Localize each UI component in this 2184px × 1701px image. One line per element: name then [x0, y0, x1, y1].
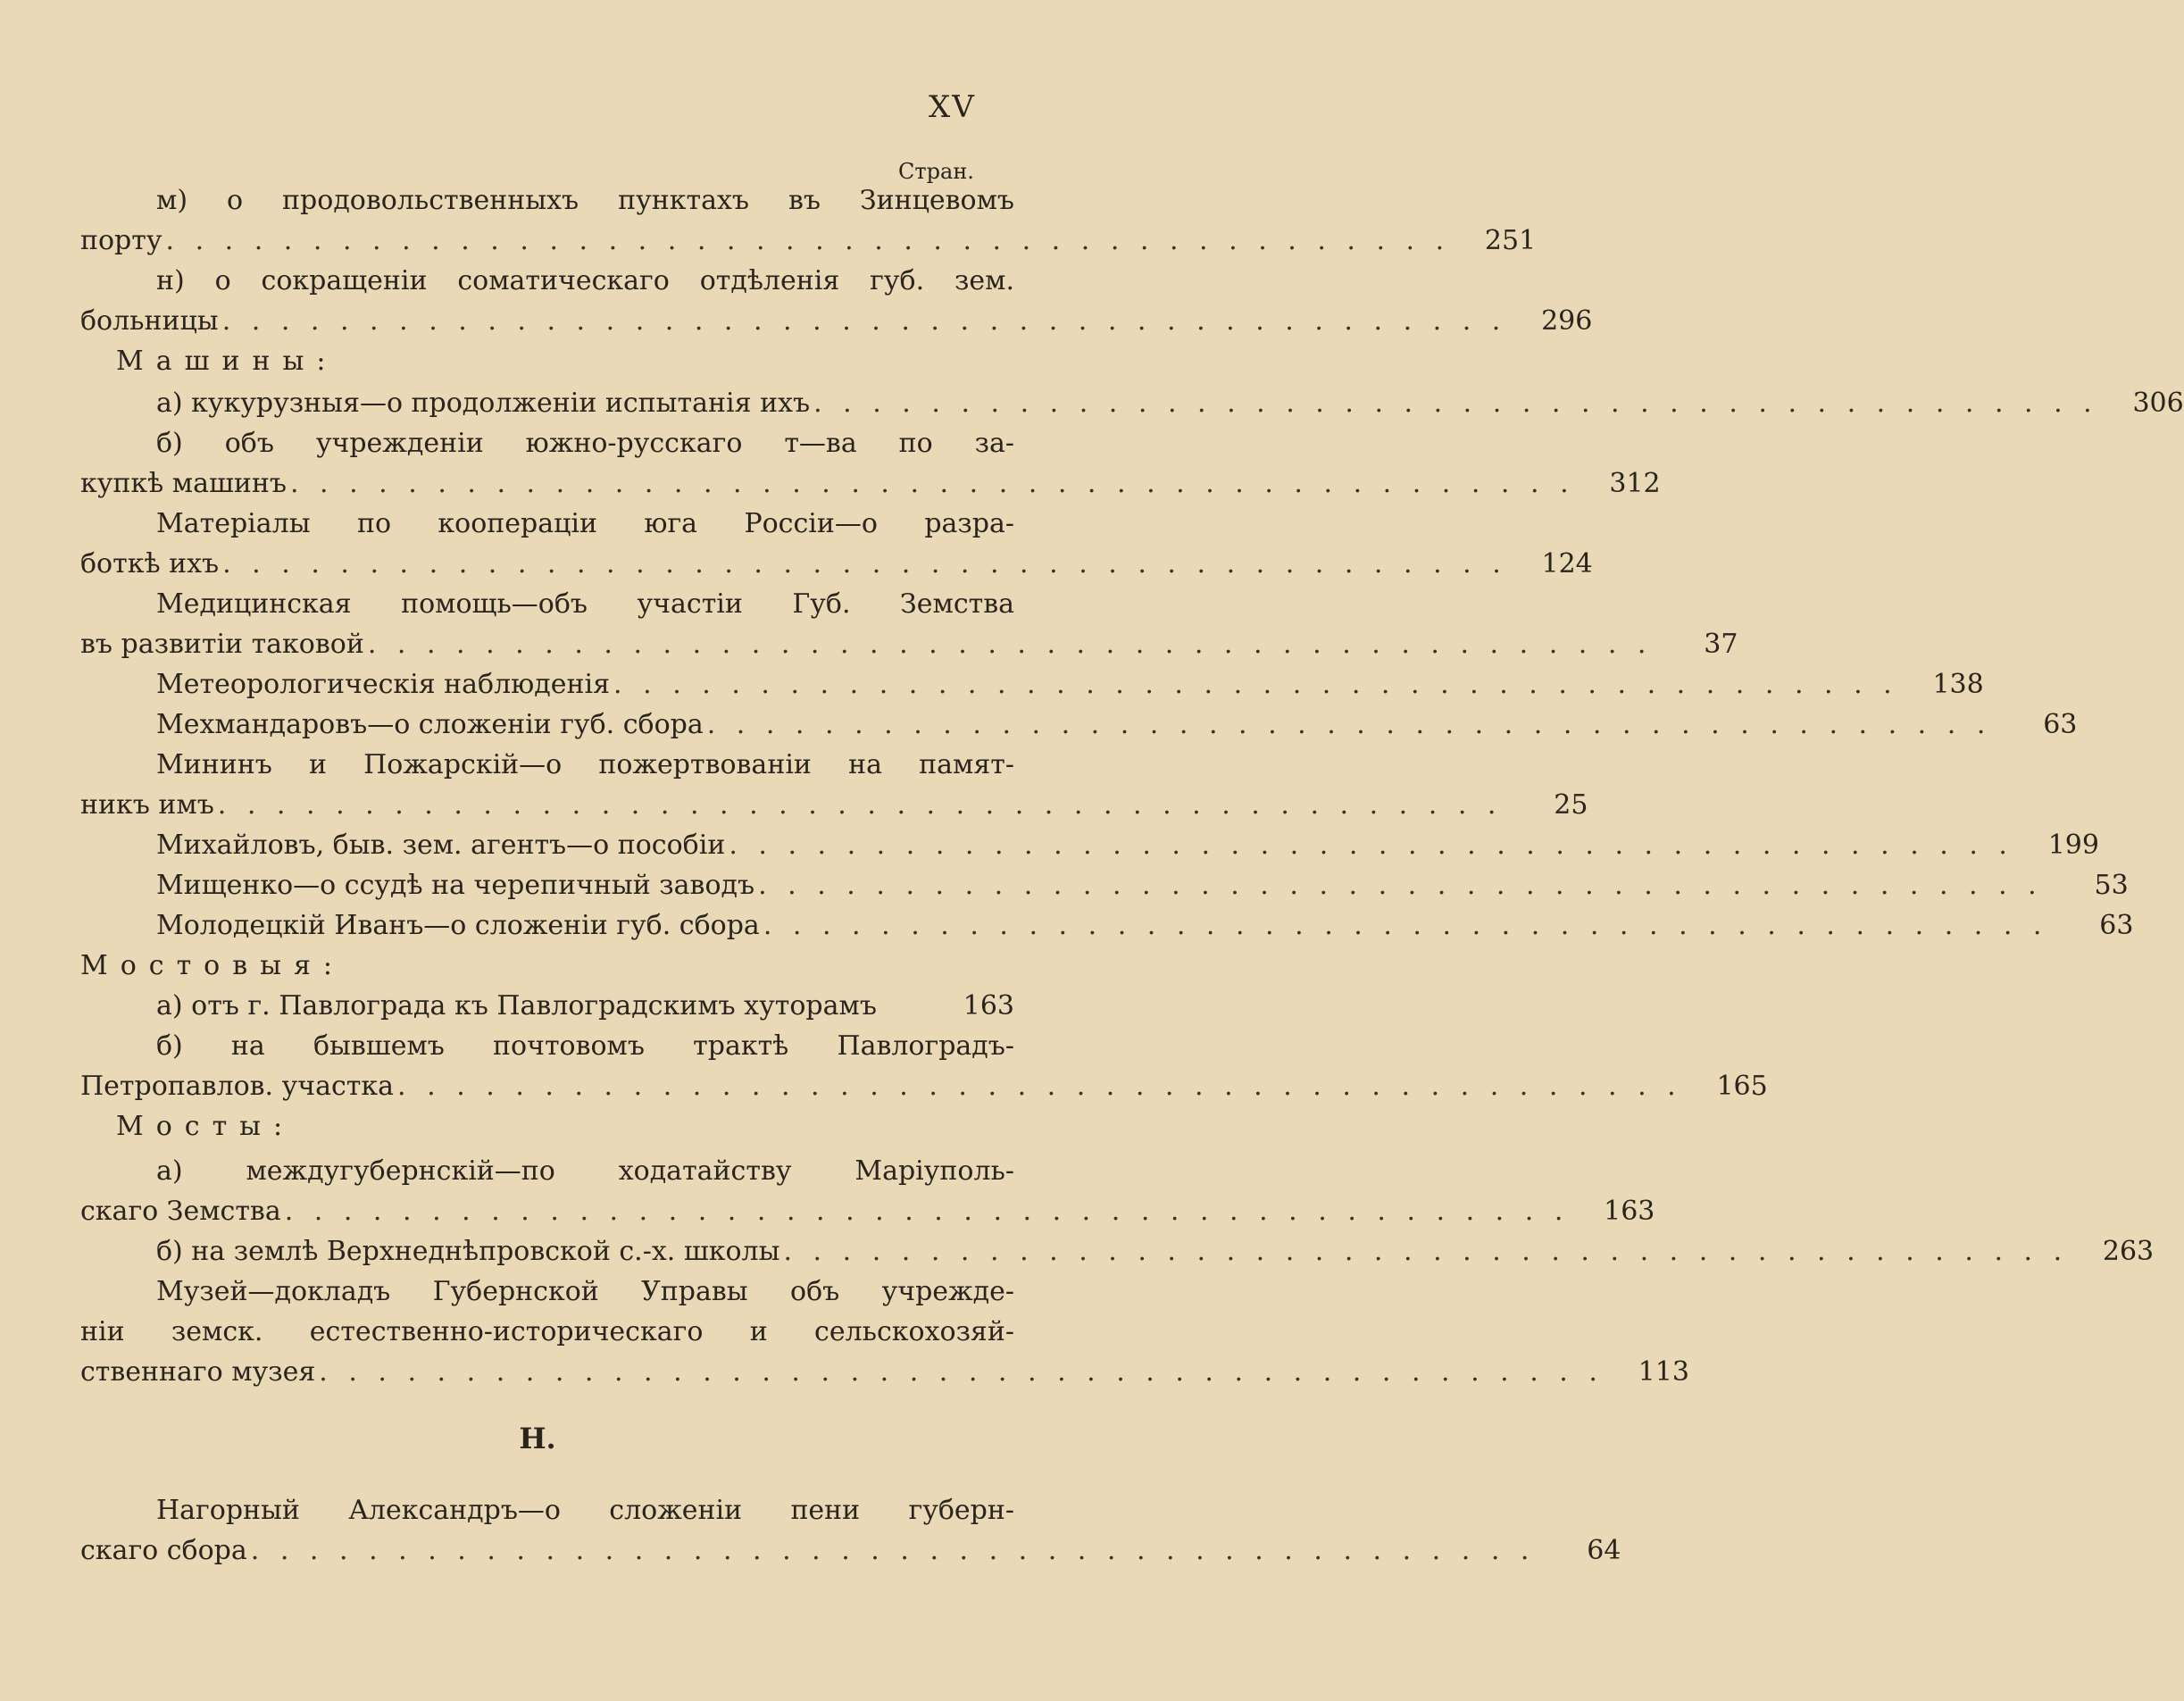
section-letter: Н. — [519, 1422, 556, 1455]
leader-dots: . . . . . . . . . . . . . . . . . . . . . . . . . . . . . . . . . . . . . . . . . . . . — [813, 388, 2098, 419]
index-line: б) на землѣ Верхнеднѣпровской с.-х. школы . . . . . . . . . . . . . . . . . . . . . . . . . . . . . . . . . . . . . . . . . . . . 263 — [156, 1234, 1014, 1270]
index-line: ніи земск. естественно-историческаго и сельскохозяй- — [80, 1316, 1014, 1347]
index-line: Мехмандаровъ—о сложеніи губ. сбора . . . . . . . . . . . . . . . . . . . . . . . . . . . . . . . . . . . . . . . . . . . . 63 — [156, 707, 1014, 743]
leader-dots: . . . . . . . . . . . . . . . . . . . . . . . . . . . . . . . . . . . . . . . . . . . . — [729, 830, 2013, 861]
index-line: купкѣ машинъ . . . . . . . . . . . . . . . . . . . . . . . . . . . . . . . . . . . . . . . . . . . . 312 — [80, 466, 1014, 502]
leader-dots: . . . . . . . . . . . . . . . . . . . . . . . . . . . . . . . . . . . . . . . . . . . . — [217, 789, 1503, 821]
leader-dots: . . . . . . . . . . . . . . . . . . . . . . . . . . . . . . . . . . . . . . . . . . . . — [367, 629, 1653, 660]
index-line: ственнаго музея . . . . . . . . . . . . . . . . . . . . . . . . . . . . . . . . . . . . . . . . . . . . 113 — [80, 1355, 1014, 1390]
index-line: а) междугубернскій—по ходатайству Маріуполь- — [156, 1155, 1014, 1187]
index-heading: Мостовыя: — [80, 950, 346, 981]
leader-dots: . . . . . . . . . . . . . . . . . . . . . . . . . . . . . . . . . . . . . . . . . . . . — [221, 305, 1507, 337]
index-line: Петропавлов. участка . . . . . . . . . . . . . . . . . . . . . . . . . . . . . . . . . . . . . . . . . . . . 165 — [80, 1069, 1014, 1105]
index-line: Михайловъ, быв. зем. агентъ—о пособіи . . . . . . . . . . . . . . . . . . . . . . . . . . . . . . . . . . . . . . . . . . . . 199 — [156, 828, 1014, 863]
leader-dots: . . . . . . . . . . . . . . . . . . . . . . . . . . . . . . . . . . . . . . . . . . . . — [289, 468, 1575, 499]
leader-dots: . . . . . . . . . . . . . . . . . . . . . . . . . . . . . . . . . . . . . . . . . . . . — [783, 1236, 2069, 1267]
index-line: Молодецкій Иванъ—о сложеніи губ. сбора . . . . . . . . . . . . . . . . . . . . . . . . . . . . . . . . . . . . . . . . . . . . 63 — [156, 908, 1014, 944]
leader-dots: . . . . . . . . . . . . . . . . . . . . . . . . . . . . . . . . . . . . . . . . . . . . — [319, 1356, 1604, 1388]
index-line: а) отъ г. Павлограда къ Павлоградскимъ хуторамъ 163 — [156, 990, 1014, 1021]
leader-dots: . . . . . . . . . . . . . . . . . . . . . . . . . . . . . . . . . . . . . . . . . . . . — [706, 709, 1992, 740]
index-line: въ развитіи таковой . . . . . . . . . . . . . . . . . . . . . . . . . . . . . . . . . . . . . . . . . . . . 37 — [80, 627, 1014, 663]
index-line: м) о продовольственныхъ пунктахъ въ Зинцевомъ — [156, 185, 1014, 216]
index-line: больницы . . . . . . . . . . . . . . . . . . . . . . . . . . . . . . . . . . . . . . . . . . . . 296 — [80, 304, 1014, 339]
index-line: б) на бывшемъ почтовомъ трактѣ Павлоградъ- — [156, 1030, 1014, 1062]
index-line: Мининъ и Пожарскій—о пожертвованіи на памят- — [156, 749, 1014, 780]
column-header: Стран. — [898, 159, 974, 184]
index-line: Музей—докладъ Губернской Управы объ учрежде- — [156, 1276, 1014, 1307]
leader-dots: . . . . . . . . . . . . . . . . . . . . . . . . . . . . . . . . . . . . . . . . . . . . — [250, 1535, 1536, 1566]
index-line: н) о сокращеніи соматическаго отдѣленія губ. зем. — [156, 265, 1014, 296]
page-number: XV — [929, 89, 976, 125]
index-line: боткѣ ихъ . . . . . . . . . . . . . . . . . . . . . . . . . . . . . . . . . . . . . . . . . . . . 124 — [80, 546, 1014, 582]
leader-dots: . . . . . . . . . . . . . . . . . . . . . . . . . . . . . . . . . . . . . . . . . . . . — [165, 225, 1451, 256]
index-line: Медицинская помощь—объ участіи Губ. Земства — [156, 588, 1014, 620]
index-line: а) кукурузныя—о продолженіи испытанія ихъ . . . . . . . . . . . . . . . . . . . . . . . . . . . . . . . . . . . . . . . . . . . . 306 — [156, 386, 1014, 421]
index-heading: Машины: — [116, 346, 338, 377]
index-heading: Мосты: — [116, 1111, 296, 1142]
leader-dots: . . . . . . . . . . . . . . . . . . . . . . . . . . . . . . . . . . . . . . . . . . . . — [613, 669, 1898, 700]
leader-dots: . . . . . . . . . . . . . . . . . . . . . . . . . . . . . . . . . . . . . . . . . . . . — [397, 1071, 1682, 1102]
index-line: никъ имъ . . . . . . . . . . . . . . . . . . . . . . . . . . . . . . . . . . . . . . . . . . . . 25 — [80, 788, 1014, 823]
leader-dots: . . . . . . . . . . . . . . . . . . . . . . . . . . . . . . . . . . . . . . . . . . . . — [284, 1196, 1570, 1227]
index-line: б) объ учрежденіи южно-русскаго т—ва по за- — [156, 428, 1014, 459]
leader-dots: . . . . . . . . . . . . . . . . . . . . . . . . . . . . . . . . . . . . . . . . . . . . — [763, 910, 2048, 941]
index-line: Матеріалы по коопераціи юга Россіи—о разра- — [156, 508, 1014, 539]
index-line: Нагорный Александръ—о сложеніи пени губерн- — [156, 1495, 1014, 1526]
index-line: скаго сбора . . . . . . . . . . . . . . . . . . . . . . . . . . . . . . . . . . . . . . . . . . . . 64 — [80, 1533, 1014, 1569]
index-line: порту . . . . . . . . . . . . . . . . . . . . . . . . . . . . . . . . . . . . . . . . . . . . 251 — [80, 223, 1014, 259]
index-line: Мищенко—о ссудѣ на черепичный заводъ . . . . . . . . . . . . . . . . . . . . . . . . . . . . . . . . . . . . . . . . . . . . 53 — [156, 868, 1014, 904]
index-line: Метеорологическія наблюденія . . . . . . . . . . . . . . . . . . . . . . . . . . . . . . . . . . . . . . . . . . . . 138 — [156, 667, 1014, 703]
leader-dots: . . . . . . . . . . . . . . . . . . . . . . . . . . . . . . . . . . . . . . . . . . . . — [222, 548, 1507, 580]
leader-dots: . . . . . . . . . . . . . . . . . . . . . . . . . . . . . . . . . . . . . . . . . . . . — [758, 870, 2043, 901]
index-line: скаго Земства . . . . . . . . . . . . . . . . . . . . . . . . . . . . . . . . . . . . . . . . . . . . 163 — [80, 1194, 1014, 1230]
